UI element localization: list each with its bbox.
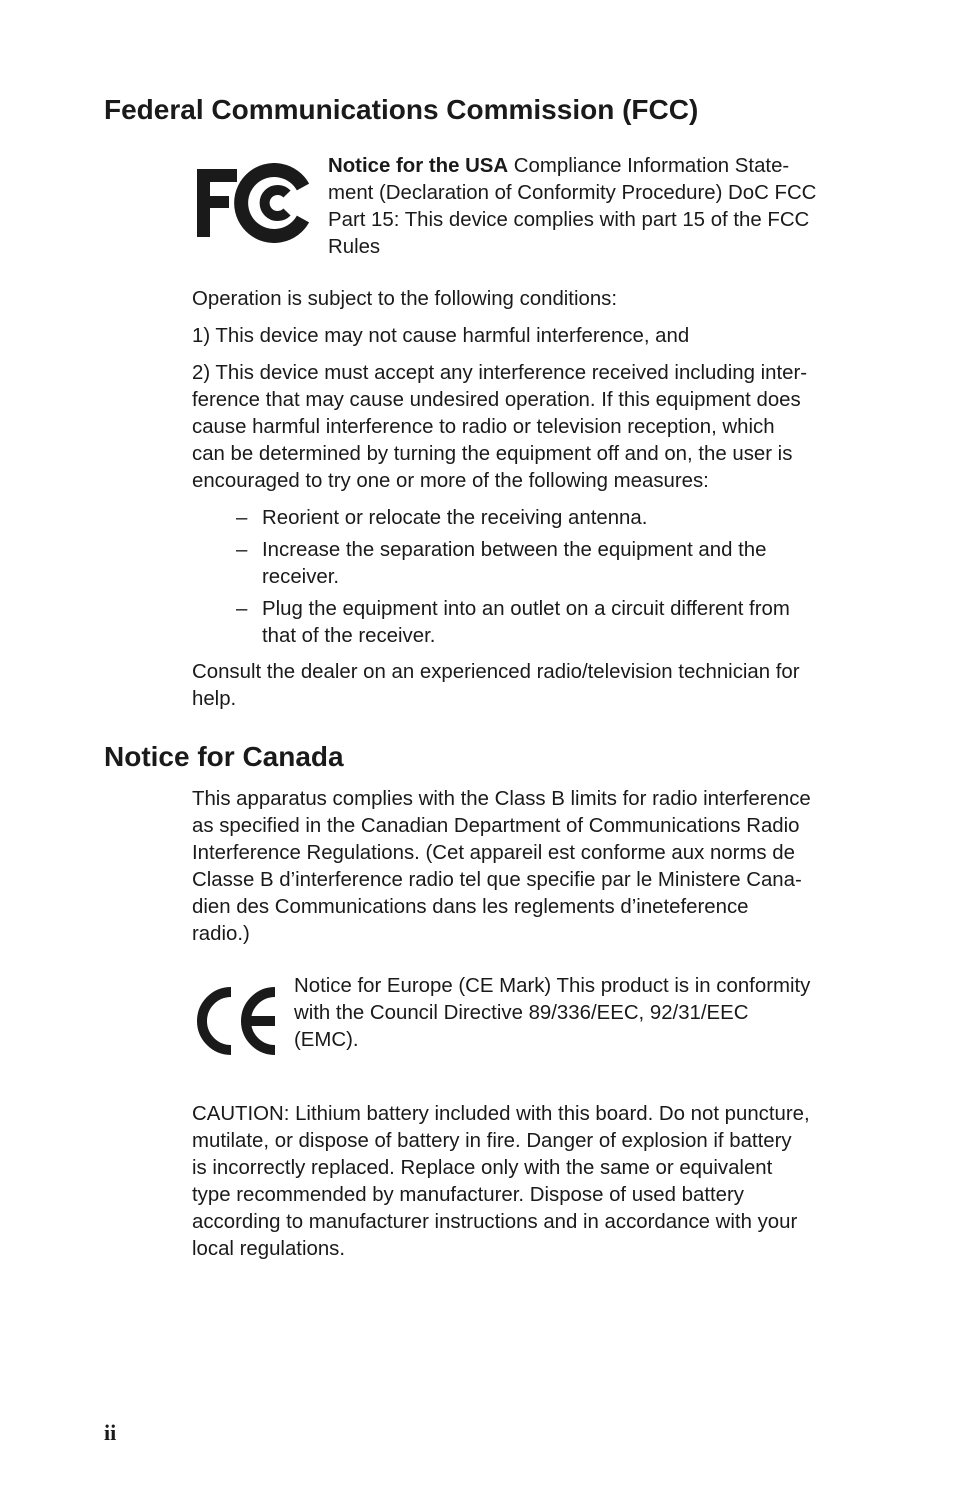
measure-text: Increase the separation between the equipment and the receiver.: [262, 539, 767, 588]
fcc-heading: Federal Communications Commission (FCC): [104, 94, 699, 125]
canada-heading: Notice for Canada: [104, 741, 344, 772]
list-item: [236, 596, 856, 650]
usa-notice: [328, 153, 858, 261]
canada-text: This apparatus complies with the Class B limits for radio interference as specified in the Canadian Department of Communications Radio Interference Regulations. (Cet appareil est conforme aux norms de Classe B d’interference radio tel que specifie par le Ministere Cana- dien des Communications dans les reglements d’ineteference radio.): [192, 788, 811, 945]
page-number: ii: [104, 1420, 117, 1445]
bullet-dash: –: [236, 507, 248, 529]
condition-2: 2) This device must accept any interference received including inter- ference that may cause undesired operation. If this equipment does cause harmful interference to radio or television reception, which can be determined by turning the equipment off and on, the user is encouraged to try one or more of the following measures:: [192, 362, 808, 492]
consult-text: Consult the dealer on an experienced radio/television technician for help.: [192, 661, 800, 710]
condition-1: 1) This device may not cause harmful interference, and: [192, 325, 690, 347]
ce-notice-text: Notice for Europe (CE Mark) This product is in conformity with the Council Directive 89/336/EEC, 92/31/EEC (EMC).: [294, 975, 811, 1051]
fcc-logo-icon: [194, 163, 310, 243]
measures-list: [236, 505, 856, 655]
list-item: [236, 537, 856, 591]
list-item: [236, 505, 856, 532]
measure-text: Reorient or relocate the receiving antenna.: [262, 507, 648, 529]
ce-mark-icon: [193, 983, 279, 1059]
bullet-dash: –: [236, 539, 248, 561]
measure-text: Plug the equipment into an outlet on a circuit different from that of the receiver.: [262, 598, 790, 647]
usa-notice-text: Compliance Information State- ment (Declaration of Conformity Procedure) DoC FCC Part 15: This device complies with part 15 of the FCC Rules: [328, 155, 817, 258]
caution-text: CAUTION: Lithium battery included with this board. Do not puncture, mutilate, or dispose of battery in fire. Danger of explosion if battery is incorrectly replaced. Replace only with the same or equivalent type recommended by manufacturer. Dispose of used battery according to manufacturer instructions and in accordance with your local regulations.: [192, 1103, 810, 1260]
conditions-intro: Operation is subject to the following conditions:: [192, 288, 618, 310]
usa-notice-lead: Notice for the USA: [328, 155, 509, 177]
bullet-dash: –: [236, 598, 248, 620]
